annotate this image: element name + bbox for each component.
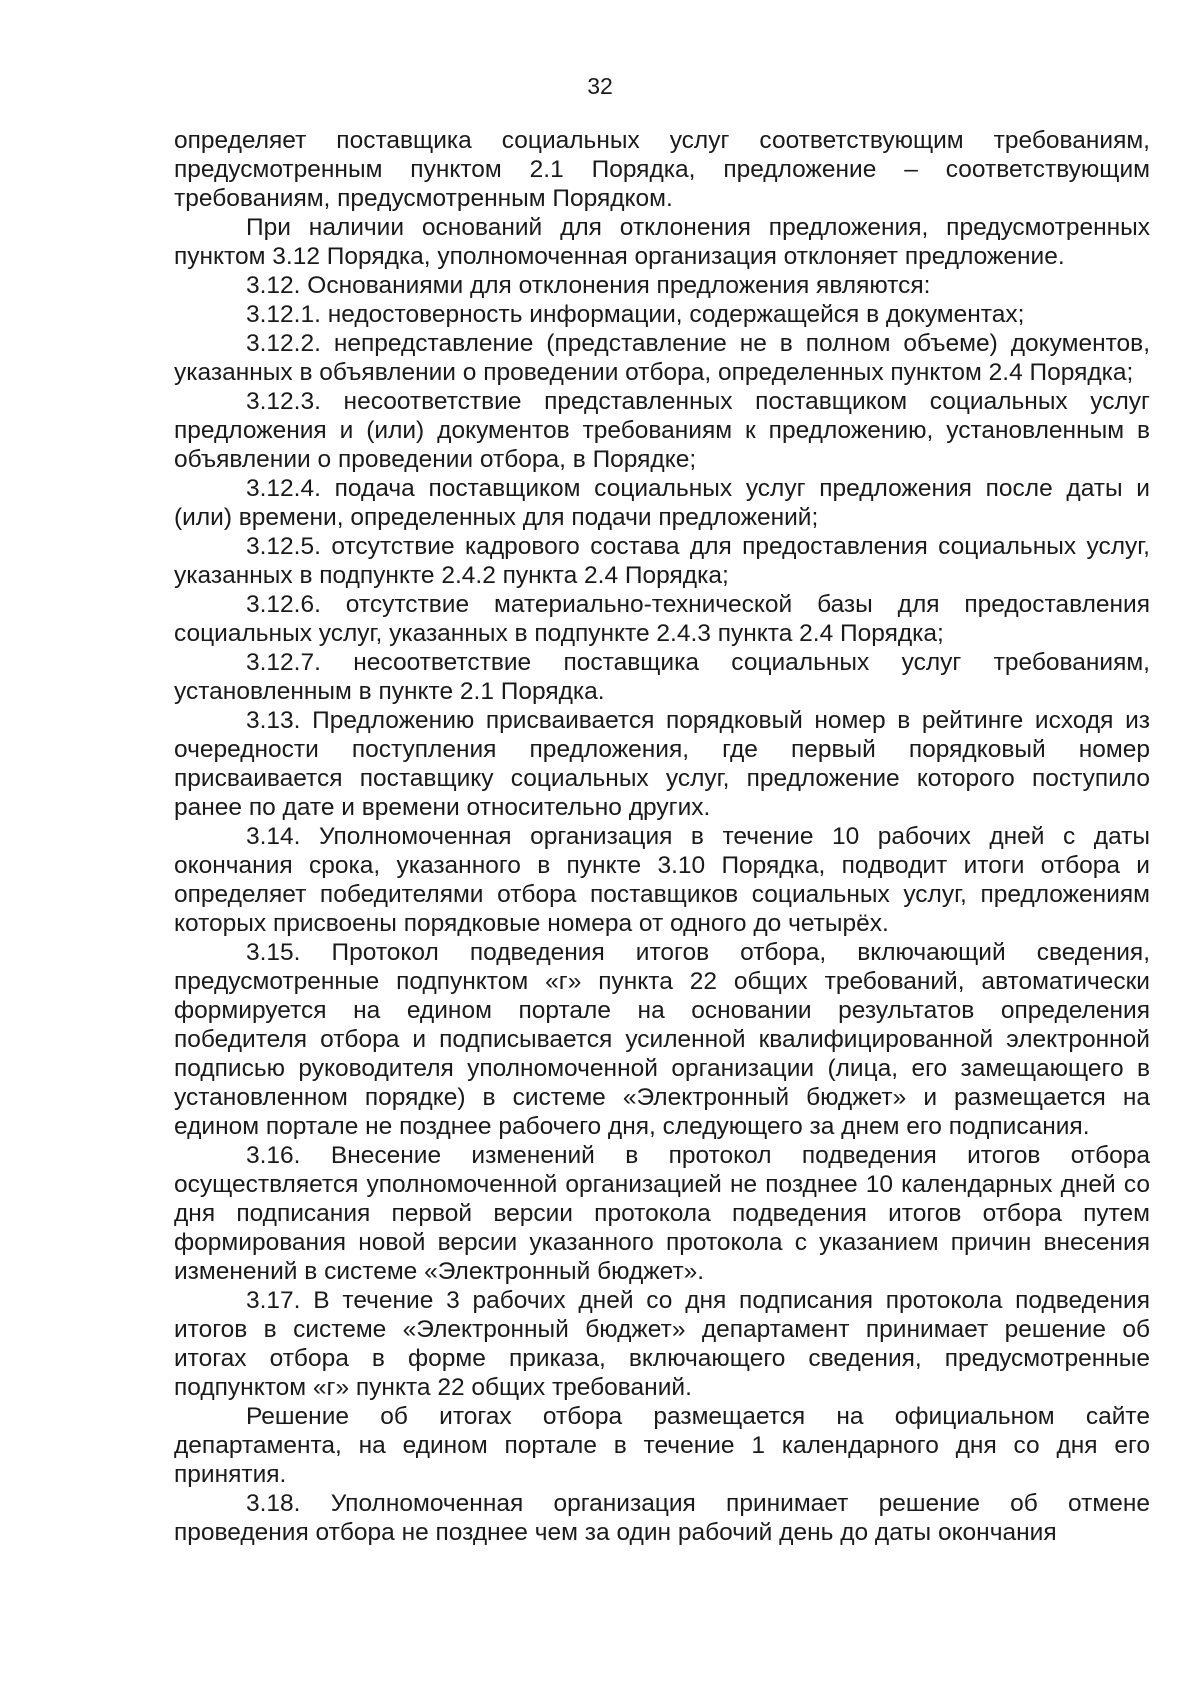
paragraph-3-12-1: 3.12.1. недостоверность информации, содержащейся в документах; — [246, 301, 1025, 328]
page-number: 32 — [587, 73, 613, 99]
paragraph-rejection-grounds-intro: При наличии оснований для отклонения предложения, предусмотренных пунктом 3.12 Порядка, уполномоченная организация отклоняет предложение. — [174, 214, 1150, 270]
paragraph-3-18: 3.18. Уполномоченная организация принимает решение об отмене проведения отбора не позднее чем за один рабочий день до даты окончания — [174, 1490, 1150, 1546]
paragraph-3-12-4: 3.12.4. подача поставщиком социальных услуг предложения после даты и (или) времени, определенных для подачи предложений; — [174, 475, 1150, 531]
paragraph-3-12-5: 3.12.5. отсутствие кадрового состава для предоставления социальных услуг, указанных в подпункте 2.4.2 пункта 2.4 Порядка; — [174, 533, 1150, 589]
paragraph-3-14: 3.14. Уполномоченная организация в течение 10 рабочих дней с даты окончания срока, указанного в пункте 3.10 Порядка, подводит итоги отбора и определяет победителями отбора поставщиков социальных услуг, предложениям которых присвоены порядковые номера от одного до четырёх. — [174, 823, 1150, 937]
paragraph-3-12: 3.12. Основаниями для отклонения предложения являются: — [246, 272, 931, 299]
paragraph-3-12-7: 3.12.7. несоответствие поставщика социальных услуг требованиям, установленным в пункте 2.1 Порядка. — [174, 649, 1150, 705]
paragraph-3-13: 3.13. Предложению присваивается порядковый номер в рейтинге исходя из очередности поступления предложения, где первый порядковый номер присваивается поставщику социальных услуг, предложение которого поступило ранее по дате и времени относительно других. — [174, 707, 1150, 821]
paragraph-3-12-6: 3.12.6. отсутствие материально-технической базы для предоставления социальных услуг, указанных в подпункте 2.4.3 пункта 2.4 Порядка; — [174, 591, 1150, 647]
document-body — [174, 126, 1150, 1547]
paragraph-3-15: 3.15. Протокол подведения итогов отбора, включающий сведения, предусмотренные подпунктом «г» пункта 22 общих требований, автоматически формируется на едином портале на основании результатов определения победителя отбора и подписывается усиленной квалифицированной электронной подписью руководителя уполномоченной организации (лица, его замещающего в установленном порядке) в системе «Электронный бюджет» и размещается на едином портале не позднее рабочего дня, следующего за днем его подписания. — [174, 939, 1150, 1140]
paragraph-3-17: 3.17. В течение 3 рабочих дней со дня подписания протокола подведения итогов в системе «Электронный бюджет» департамент принимает решение об итогах отбора в форме приказа, включающего сведения, предусмотренные подпунктом «г» пункта 22 общих требований. — [174, 1287, 1150, 1401]
paragraph-3-12-3: 3.12.3. несоответствие представленных поставщиком социальных услуг предложения и (или) документов требованиям к предложению, установленным в объявлении о проведении отбора, в Порядке; — [174, 388, 1150, 473]
paragraph-continuation: определяет поставщика социальных услуг соответствующим требованиям, предусмотренным пунктом 2.1 Порядка, предложение – соответствующим требованиям, предусмотренным Порядком. — [174, 127, 1150, 212]
paragraph-results-publication: Решение об итогах отбора размещается на официальном сайте департамента, на едином портале в течение 1 календарного дня со дня его принятия. — [174, 1403, 1150, 1488]
paragraph-3-16: 3.16. Внесение изменений в протокол подведения итогов отбора осуществляется уполномоченной организацией не позднее 10 календарных дней со дня подписания первой версии протокола подведения итогов отбора путем формирования новой версии указанного протокола с указанием причин внесения изменений в системе «Электронный бюджет». — [174, 1142, 1150, 1285]
paragraph-3-12-2: 3.12.2. непредставление (представление не в полном объеме) документов, указанных в объявлении о проведении отбора, определенных пунктом 2.4 Порядка; — [174, 330, 1150, 386]
